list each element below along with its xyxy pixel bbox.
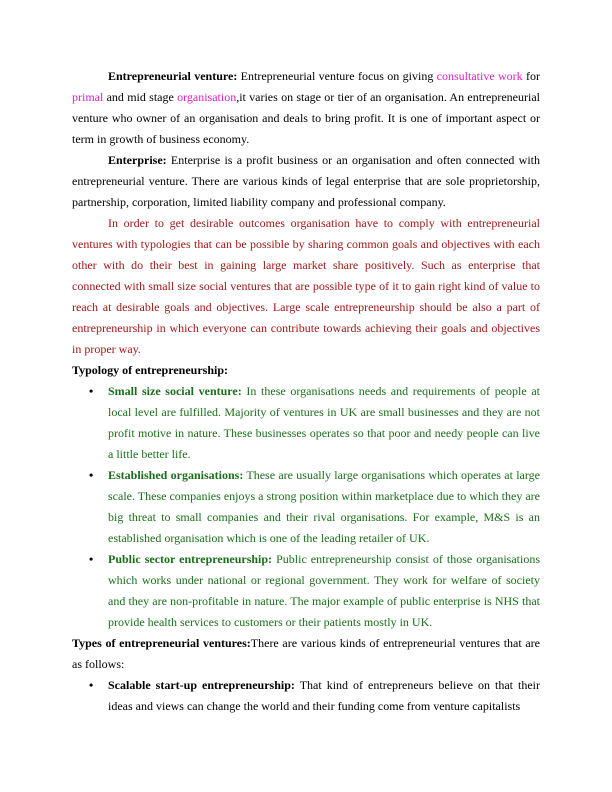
types-heading: Types of entrepreneurial ventures: xyxy=(72,636,251,650)
paragraph-entrepreneurial-venture xyxy=(72,66,540,150)
typology-item-established xyxy=(72,465,540,549)
types-list xyxy=(72,675,540,717)
types-term: Scalable start-up entrepreneurship: xyxy=(108,678,295,692)
bullet-icon: • xyxy=(89,552,94,566)
enterprise-text: Enterprise is a profit business or an organisation and often connected with entrepreneurial venture. There are various kinds of legal enterprise that are sole proprietorship, partnership, corporation, limited liability company and professional company. xyxy=(72,153,540,209)
typology-term: Small size social venture: xyxy=(108,384,242,398)
highlight-consultative-work: consultative work xyxy=(436,69,523,83)
typology-term: Public sector entrepreneurship: xyxy=(108,552,273,566)
types-paragraph xyxy=(72,633,540,675)
typology-text: These are usually large organisations which operates at large scale. These companies enjoys a strong position within marketplace due to which they are big threat to small companies and their rival organisations. For example, M&S is an established organisation which is one of the leading retailer of UK. xyxy=(108,468,540,545)
highlight-primal: primal xyxy=(72,90,104,104)
venture-text-d: ,it varies on stage or tier of an organisation. An entrepreneurial venture who owner of an organisation and deals to bring profit. It is one of important aspect or term in growth of business economy. xyxy=(72,90,540,146)
typology-text: Public entrepreneurship consist of those organisations which works under national or regional government. They work for welfare of society and they are non-profitable in nature. The major example of public enterprise is NHS that provide health services to customers or their patients mostly in UK. xyxy=(108,552,540,629)
bullet-icon: • xyxy=(89,384,94,398)
highlight-organisation: organisation xyxy=(177,90,237,104)
paragraph-outcomes: In order to get desirable outcomes organisation have to comply with entrepreneurial ventures with typologies that can be possible by sharing common goals and objectives with each other with do their best in gaining large market share positively. Such as enterprise that connected with small size social ventures that are possible type of it to gain right kind of value to reach at desirable goals and objectives. Large scale entrepreneurship should be also a part of entrepreneurship in which everyone can contribute towards achieving their goals and objectives in proper way. xyxy=(72,216,540,356)
typology-item-small-size xyxy=(72,381,540,465)
typology-term: Established organisations: xyxy=(108,468,244,482)
paragraph-enterprise xyxy=(72,150,540,213)
bullet-icon: • xyxy=(89,468,94,482)
types-item-scalable-startup xyxy=(72,675,540,717)
typology-item-public-sector xyxy=(72,549,540,633)
types-text: That kind of entrepreneurs believe on that their ideas and views can change the world and their funding come from venture capitalists xyxy=(108,678,540,713)
venture-text-a: Entrepreneurial venture focus on giving xyxy=(237,69,437,83)
typology-text: In these organisations needs and requirements of people at local level are fulfilled. Majority of ventures in UK are small businesses and they are not profit motive in nature. These businesses operates so that poor and needy people can live a little better life. xyxy=(108,384,540,461)
bullet-icon: • xyxy=(89,678,94,692)
types-intro: There are various kinds of entrepreneurial ventures that are as follows: xyxy=(72,636,541,671)
term-entrepreneurial-venture: Entrepreneurial venture: xyxy=(108,69,238,83)
typology-list xyxy=(72,381,540,633)
venture-text-c: and mid stage xyxy=(103,90,178,104)
venture-text-b: for xyxy=(522,69,540,83)
typology-heading: Typology of entrepreneurship: xyxy=(72,363,229,377)
term-enterprise: Enterprise: xyxy=(108,153,167,167)
